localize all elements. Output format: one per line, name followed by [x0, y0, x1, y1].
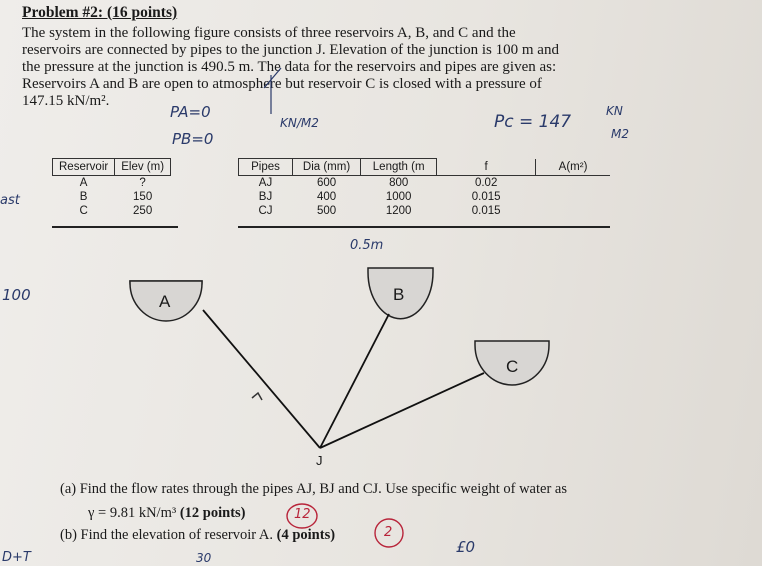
handwritten-pa: PA=0 — [170, 103, 211, 121]
question-a: (a) Find the flow rates through the pipes AJ, BJ and CJ. Use specific weight of water as — [60, 481, 567, 497]
handwritten-footer-mid: 30 — [196, 551, 212, 565]
reservoir-label-a: A — [159, 292, 171, 311]
column-header: Elev (m) — [115, 159, 171, 176]
paragraph-line-5: 147.15 kN/m². — [22, 93, 110, 109]
handwritten-pc: Pc = 147 — [494, 112, 572, 132]
paragraph-line-1: The system in the following figure consists of three reservoirs A, B, and C and the — [22, 25, 516, 41]
problem-title: Problem #2: (16 points) — [22, 4, 178, 21]
column-header: Dia (mm) — [293, 159, 361, 176]
handwritten-footer-right: £0 — [456, 538, 476, 556]
table-cell: ? — [139, 177, 146, 189]
table-cell: 150 — [133, 191, 153, 203]
handwritten-circled-12: 12 — [294, 507, 311, 522]
handwritten-circled-2: 2 — [384, 525, 393, 540]
junction-label: J — [316, 453, 323, 468]
question-a-gamma — [88, 505, 246, 522]
column-header: Length (m — [361, 159, 437, 176]
table-cell: CJ — [258, 205, 273, 217]
table-cell: 400 — [316, 191, 337, 203]
column-header: Reservoir — [53, 159, 115, 176]
column-header: A(m²) — [536, 159, 610, 176]
table-cell: A — [79, 177, 88, 189]
handwritten-margin-100: 100 — [2, 286, 31, 304]
handwritten-kn-m2: KN/M2 — [280, 116, 319, 130]
handwritten-pb: PB=0 — [172, 130, 214, 148]
handwritten-half-meter: 0.5m — [350, 238, 384, 253]
paragraph-line-4: Reservoirs A and B are open to atmosphere but reservoir C is closed with a pressure of — [22, 76, 542, 92]
handwritten-m2: M2 — [611, 127, 629, 141]
table-cell: 1000 — [385, 191, 412, 203]
question-a-points: (12 points) — [179, 505, 246, 521]
column-header: f — [437, 159, 536, 176]
reservoir-label-c: C — [506, 357, 519, 376]
question-b-points: (4 points) — [276, 527, 336, 543]
paragraph-line-2: reservoirs are connected by pipes to the junction J. Elevation of the junction is 100 m and — [22, 42, 559, 58]
reservoir-label-b: B — [393, 285, 405, 304]
table-cell: AJ — [258, 177, 273, 189]
question-b-text: (b) Find the elevation of reservoir A. — [60, 527, 274, 543]
pipe-aj — [203, 310, 320, 448]
paragraph-line-3: the pressure at the junction is 490.5 m. The data for the reservoirs and pipes are given as: — [22, 59, 557, 75]
table-cell: 0.015 — [471, 191, 501, 203]
handwritten-kn: KN — [606, 104, 623, 118]
table-cell: 0.015 — [471, 205, 501, 217]
question-b — [60, 527, 335, 544]
table-cell: C — [79, 205, 88, 217]
table-cell: 500 — [316, 205, 337, 217]
table-cell: 600 — [316, 177, 337, 189]
table-cell: 800 — [389, 177, 409, 189]
column-header: Pipes — [239, 159, 293, 176]
table-cell: BJ — [258, 191, 273, 203]
table-cell: 1200 — [385, 205, 412, 217]
table-cell: 250 — [133, 205, 153, 217]
pipe-bj — [320, 314, 389, 448]
table-cell: 0.02 — [474, 177, 498, 189]
handwritten-footer-left: D+T — [2, 550, 31, 565]
gamma-value: γ = 9.81 kN/m³ — [88, 505, 177, 521]
table-cell: B — [79, 191, 88, 203]
flow-arrow-mark — [252, 393, 262, 400]
handwritten-strike-mark — [264, 68, 281, 88]
handwritten-margin-last: ast — [0, 193, 20, 208]
pipe-cj — [320, 373, 484, 448]
